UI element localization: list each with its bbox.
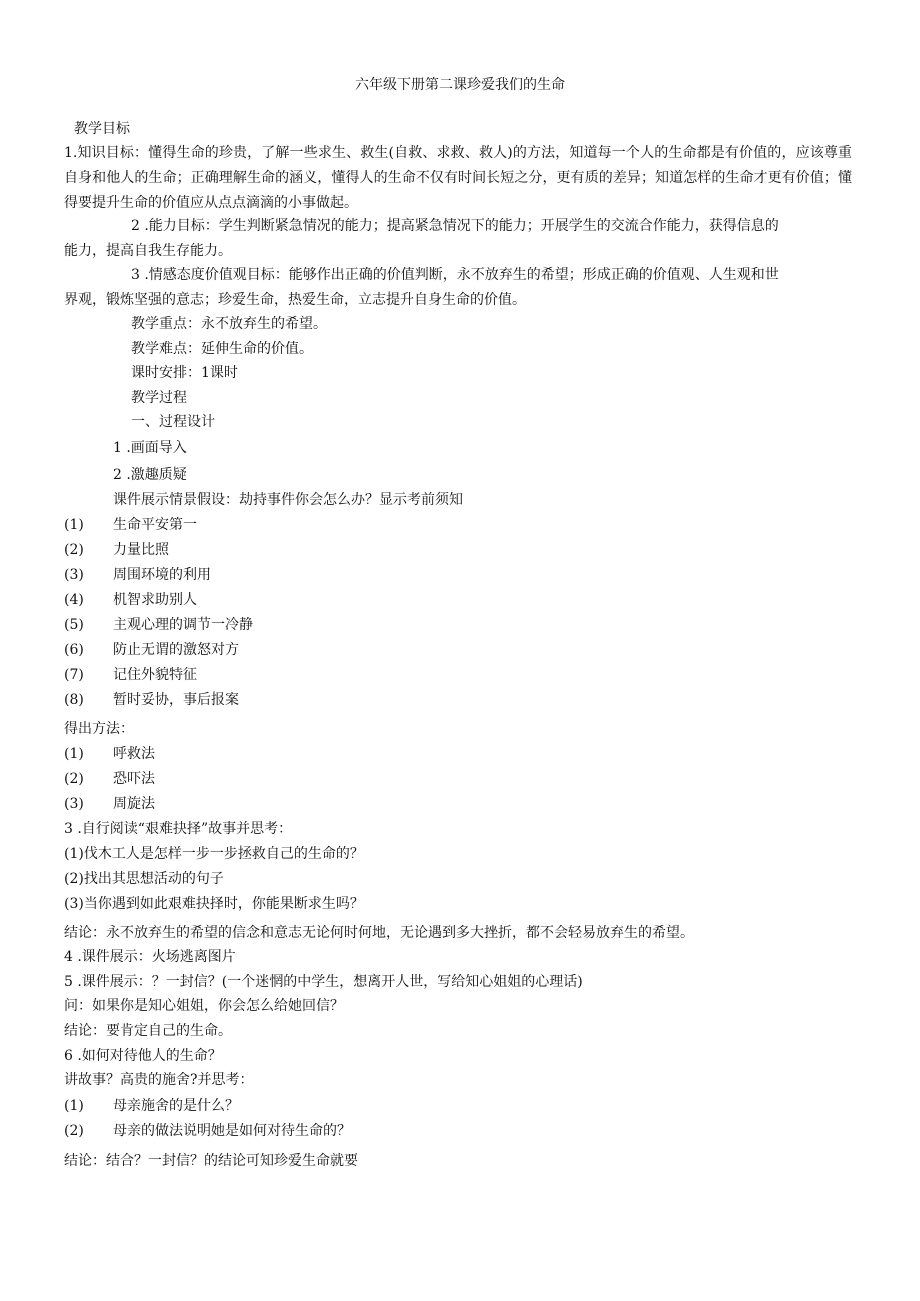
objective-ability-line2: 能力，提高自我生存能力。	[64, 243, 232, 259]
tip-text: 周围环境的利用	[113, 567, 211, 583]
question-5: 问：如果你是知心姐姐，你会怎么给她回信？	[64, 998, 344, 1014]
tip-text: 主观心理的调节一冷静	[113, 617, 253, 633]
tip-number: (2)	[64, 542, 84, 558]
objective-knowledge: 1.知识目标：懂得生命的珍贵，了解一些求生、救生(自救、求救、救人)的方法，知道每一个人的生命都是有价值的，应该尊重自身和他人的生命；正确理解生命的涵义，懂得人的生命不仅有时间长短之分，更有质的差异；知道怎样的生命才更有价值；懂得要提升生命的价值应从点点滴滴的小事做起。	[64, 145, 852, 211]
objective-emotion-line2: 界观，锻炼坚强的意志；珍爱生命，热爱生命，立志提升自身生命的价值。	[64, 292, 526, 308]
key-point: 教学重点：永不放弃生的希望。	[131, 316, 327, 332]
process-heading: 教学过程	[131, 390, 187, 406]
tip-text: 防止无谓的激怒对方	[113, 642, 239, 658]
conclusion-3: 结论：结合？一封信？的结论可知珍爱生命就要	[64, 1153, 358, 1169]
class-schedule: 课时安排：1课时	[131, 365, 238, 381]
objective-ability-line1: 2 .能力目标：学生判断紧急情况的能力；提高紧急情况下的能力；开展学生的交流合作能力，获得信息的	[131, 218, 779, 234]
step-1: 1 .画面导入	[113, 440, 187, 456]
story-intro: 讲故事？高贵的施舍?并思考：	[64, 1072, 254, 1088]
tip-number: (6)	[64, 642, 84, 658]
conclusion-1: 结论：永不放弃生的希望的信念和意志无论何时何地，无论遇到多大挫折，都不会轻易放弃生的希望。	[64, 925, 694, 941]
method-number: (1)	[64, 746, 84, 762]
method-text: 恐吓法	[113, 771, 155, 787]
tip-text: 暂时妥协，事后报案	[113, 692, 239, 708]
method-text: 呼救法	[113, 746, 155, 762]
objectives-heading: 教学目标	[74, 121, 130, 137]
tip-number: (4)	[64, 592, 84, 608]
tip-number: (5)	[64, 617, 84, 633]
difficult-point: 教学难点：延伸生命的价值。	[131, 341, 313, 357]
story-question-number: (2)	[64, 1123, 84, 1139]
method-text: 周旋法	[113, 796, 155, 812]
story-question-number: (1)	[64, 1098, 84, 1114]
tip-number: (3)	[64, 567, 84, 583]
objective-emotion-line1: 3 .情感态度价值观目标：能够作出正确的价值判断，永不放弃生的希望；形成正确的价值观、人生观和世	[131, 267, 779, 283]
step-3: 3 .自行阅读“艰难抉择”故事并思考：	[64, 821, 293, 837]
method-number: (2)	[64, 771, 84, 787]
step-2: 2 .激趣质疑	[113, 467, 187, 483]
question-2: (2)找出其思想活动的句子	[64, 871, 224, 887]
question-1: (1)伐木工人是怎样一步一步拯救自己的生命的？	[64, 846, 364, 862]
tip-number: (1)	[64, 517, 84, 533]
step-5: 5 .课件展示：？一封信？(一个迷惘的中学生，想离开人世，写给知心姐姐的心理话)	[64, 974, 583, 990]
tip-number: (7)	[64, 667, 84, 683]
courseware-intro: 课件展示情景假设：劫持事件你会怎么办？显示考前须知	[113, 492, 463, 508]
tip-text: 记住外貌特征	[113, 667, 197, 683]
tip-text: 机智求助别人	[113, 592, 197, 608]
step-4: 4 .课件展示：火场逃离图片	[64, 949, 236, 965]
tip-text: 生命平安第一	[113, 517, 197, 533]
step-6: 6 .如何对待他人的生命？	[64, 1048, 222, 1064]
question-3: (3)当你遇到如此艰难抉择时，你能果断求生吗？	[64, 896, 364, 912]
method-number: (3)	[64, 796, 84, 812]
design-heading: 一、过程设计	[131, 414, 215, 430]
tip-number: (8)	[64, 692, 84, 708]
document-title: 六年级下册第二课珍爱我们的生命	[355, 77, 565, 93]
tip-text: 力量比照	[113, 542, 169, 558]
story-question-text: 母亲的做法说明她是如何对待生命的？	[113, 1123, 351, 1139]
methods-heading: 得出方法：	[64, 721, 134, 737]
story-question-text: 母亲施舍的是什么？	[113, 1098, 239, 1114]
conclusion-2: 结论：要肯定自己的生命。	[64, 1023, 232, 1039]
